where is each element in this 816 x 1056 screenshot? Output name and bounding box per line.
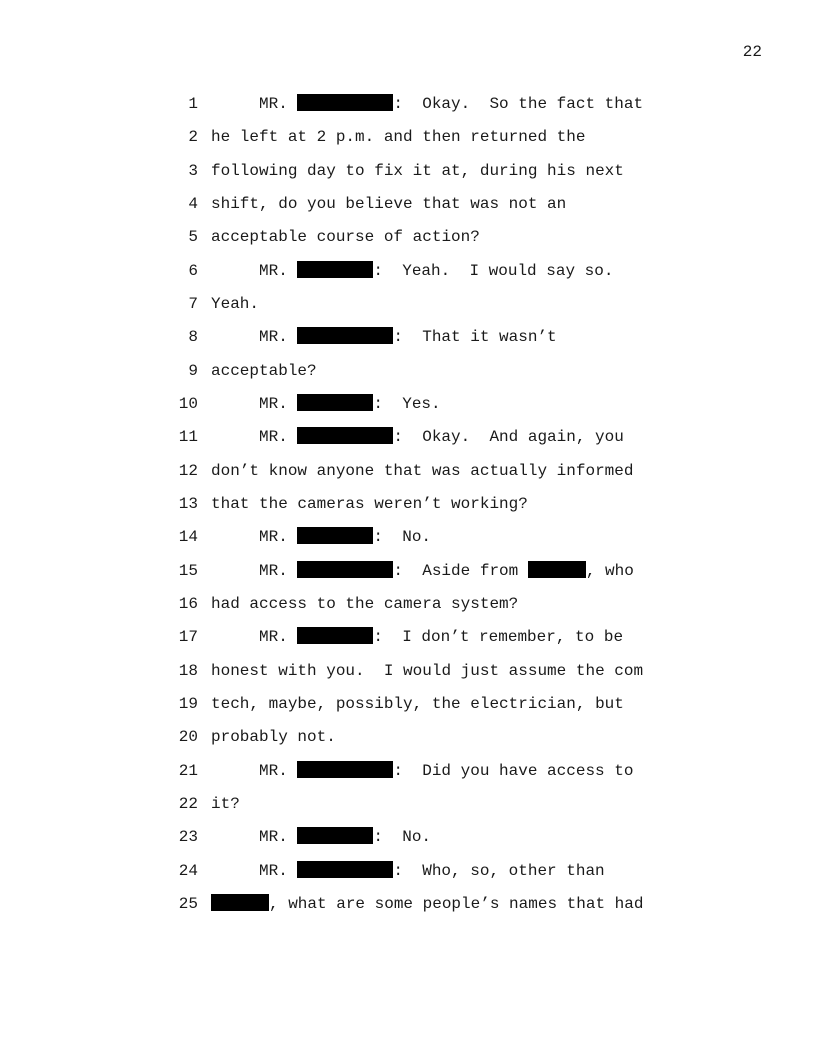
speaker-prefix: MR. bbox=[211, 628, 298, 647]
line-number: 21 bbox=[178, 761, 198, 780]
speaker-prefix: MR. bbox=[211, 428, 298, 447]
transcript-line bbox=[0, 427, 816, 460]
transcript-line bbox=[0, 494, 816, 527]
transcript-line bbox=[0, 327, 816, 360]
line-number: 23 bbox=[178, 828, 198, 847]
transcript-line bbox=[0, 594, 816, 627]
transcript-line bbox=[0, 894, 816, 927]
line-text bbox=[211, 861, 605, 881]
line-text: probably not. bbox=[211, 728, 336, 747]
transcript-line bbox=[0, 161, 816, 194]
redaction-box bbox=[297, 527, 373, 544]
speaker-prefix: MR. bbox=[211, 528, 298, 547]
line-text: acceptable course of action? bbox=[211, 228, 480, 247]
transcript-body bbox=[0, 94, 816, 927]
transcript-line bbox=[0, 294, 816, 327]
line-text: shift, do you believe that was not an bbox=[211, 194, 567, 213]
line-number: 22 bbox=[178, 794, 198, 813]
transcript-line bbox=[0, 94, 816, 127]
line-text bbox=[211, 561, 634, 581]
transcript-line bbox=[0, 261, 816, 294]
line-text: had access to the camera system? bbox=[211, 594, 519, 613]
line-text: don’t know anyone that was actually informed bbox=[211, 461, 634, 480]
transcript-line bbox=[0, 794, 816, 827]
speech-text: : Did you have access to bbox=[393, 761, 634, 780]
line-number: 9 bbox=[188, 361, 198, 380]
line-text: tech, maybe, possibly, the electrician, but bbox=[211, 694, 624, 713]
transcript-line bbox=[0, 394, 816, 427]
redaction-box bbox=[297, 761, 393, 778]
transcript-line bbox=[0, 561, 816, 594]
transcript-line bbox=[0, 461, 816, 494]
speech-text: : That it wasn’t bbox=[393, 328, 557, 347]
speech-text: : Yes. bbox=[373, 394, 441, 413]
speech-text: : I don’t remember, to be bbox=[373, 628, 624, 647]
line-number: 16 bbox=[178, 594, 198, 613]
speech-text: : Aside from bbox=[393, 561, 528, 580]
transcript-line bbox=[0, 527, 816, 560]
speaker-prefix: MR. bbox=[211, 95, 298, 113]
line-number: 15 bbox=[178, 561, 198, 580]
speech-text: : Who, so, other than bbox=[393, 861, 605, 880]
speaker-prefix: MR. bbox=[211, 328, 298, 347]
line-number: 12 bbox=[178, 461, 198, 480]
transcript-line bbox=[0, 227, 816, 260]
line-text: honest with you. I would just assume the com bbox=[211, 661, 644, 680]
redaction-box bbox=[297, 861, 393, 878]
line-text bbox=[211, 827, 431, 847]
speaker-prefix: MR. bbox=[211, 828, 298, 847]
speaker-prefix: MR. bbox=[211, 861, 298, 880]
transcript-line bbox=[0, 861, 816, 894]
redaction-box bbox=[297, 261, 373, 278]
transcript-line bbox=[0, 194, 816, 227]
redaction-box bbox=[297, 561, 393, 578]
transcript-line bbox=[0, 827, 816, 860]
page-number: 22 bbox=[742, 43, 762, 61]
speech-text: : Okay. And again, you bbox=[393, 428, 624, 447]
line-text bbox=[211, 394, 441, 414]
line-number: 17 bbox=[178, 628, 198, 647]
line-number: 6 bbox=[188, 261, 198, 280]
speech-text: : No. bbox=[373, 528, 432, 547]
line-text bbox=[211, 327, 557, 347]
line-number: 7 bbox=[188, 294, 198, 313]
line-text: following day to fix it at, during his next bbox=[211, 161, 624, 180]
line-number: 2 bbox=[188, 128, 198, 147]
transcript-line bbox=[0, 627, 816, 660]
redaction-box bbox=[211, 894, 269, 911]
line-number: 24 bbox=[178, 861, 198, 880]
redaction-box bbox=[528, 561, 586, 578]
redaction-box bbox=[297, 427, 393, 444]
speaker-prefix: MR. bbox=[211, 561, 298, 580]
speaker-prefix: MR. bbox=[211, 261, 298, 280]
line-number: 4 bbox=[188, 194, 198, 213]
transcript-line bbox=[0, 661, 816, 694]
speaker-prefix: MR. bbox=[211, 394, 298, 413]
redaction-box bbox=[297, 627, 373, 644]
transcript-line bbox=[0, 761, 816, 794]
line-text bbox=[211, 427, 624, 447]
line-text: he left at 2 p.m. and then returned the bbox=[211, 128, 586, 147]
line-text: acceptable? bbox=[211, 361, 317, 380]
line-number: 13 bbox=[178, 494, 198, 513]
line-number: 14 bbox=[178, 528, 198, 547]
line-number: 25 bbox=[178, 894, 198, 913]
line-text: it? bbox=[211, 794, 240, 813]
line-text bbox=[211, 527, 431, 547]
line-text: Yeah. bbox=[211, 294, 260, 313]
line-number: 10 bbox=[178, 394, 198, 413]
line-number: 1 bbox=[188, 95, 198, 113]
line-number: 18 bbox=[178, 661, 198, 680]
line-number: 11 bbox=[178, 428, 198, 447]
line-text bbox=[211, 627, 623, 647]
transcript-line bbox=[0, 694, 816, 727]
transcript-line bbox=[0, 127, 816, 160]
speech-text: : No. bbox=[373, 828, 432, 847]
line-number: 19 bbox=[178, 694, 198, 713]
speech-text: , who bbox=[585, 561, 634, 580]
redaction-box bbox=[297, 327, 393, 344]
redaction-box bbox=[297, 827, 373, 844]
line-text: that the cameras weren’t working? bbox=[211, 494, 528, 513]
line-number: 3 bbox=[188, 161, 198, 180]
line-number: 8 bbox=[188, 328, 198, 347]
line-number: 5 bbox=[188, 228, 198, 247]
line-text bbox=[211, 261, 613, 281]
redaction-box bbox=[297, 94, 393, 111]
speech-text: , what are some people’s names that had bbox=[269, 894, 644, 913]
transcript-line bbox=[0, 361, 816, 394]
speech-text: : Yeah. I would say so. bbox=[373, 261, 614, 280]
speaker-prefix: MR. bbox=[211, 761, 298, 780]
redaction-box bbox=[297, 394, 373, 411]
line-text bbox=[211, 894, 643, 914]
line-text bbox=[211, 94, 643, 114]
line-number: 20 bbox=[178, 728, 198, 747]
transcript-line bbox=[0, 727, 816, 760]
line-text bbox=[211, 761, 633, 781]
speech-text: : Okay. So the fact that bbox=[393, 95, 644, 113]
